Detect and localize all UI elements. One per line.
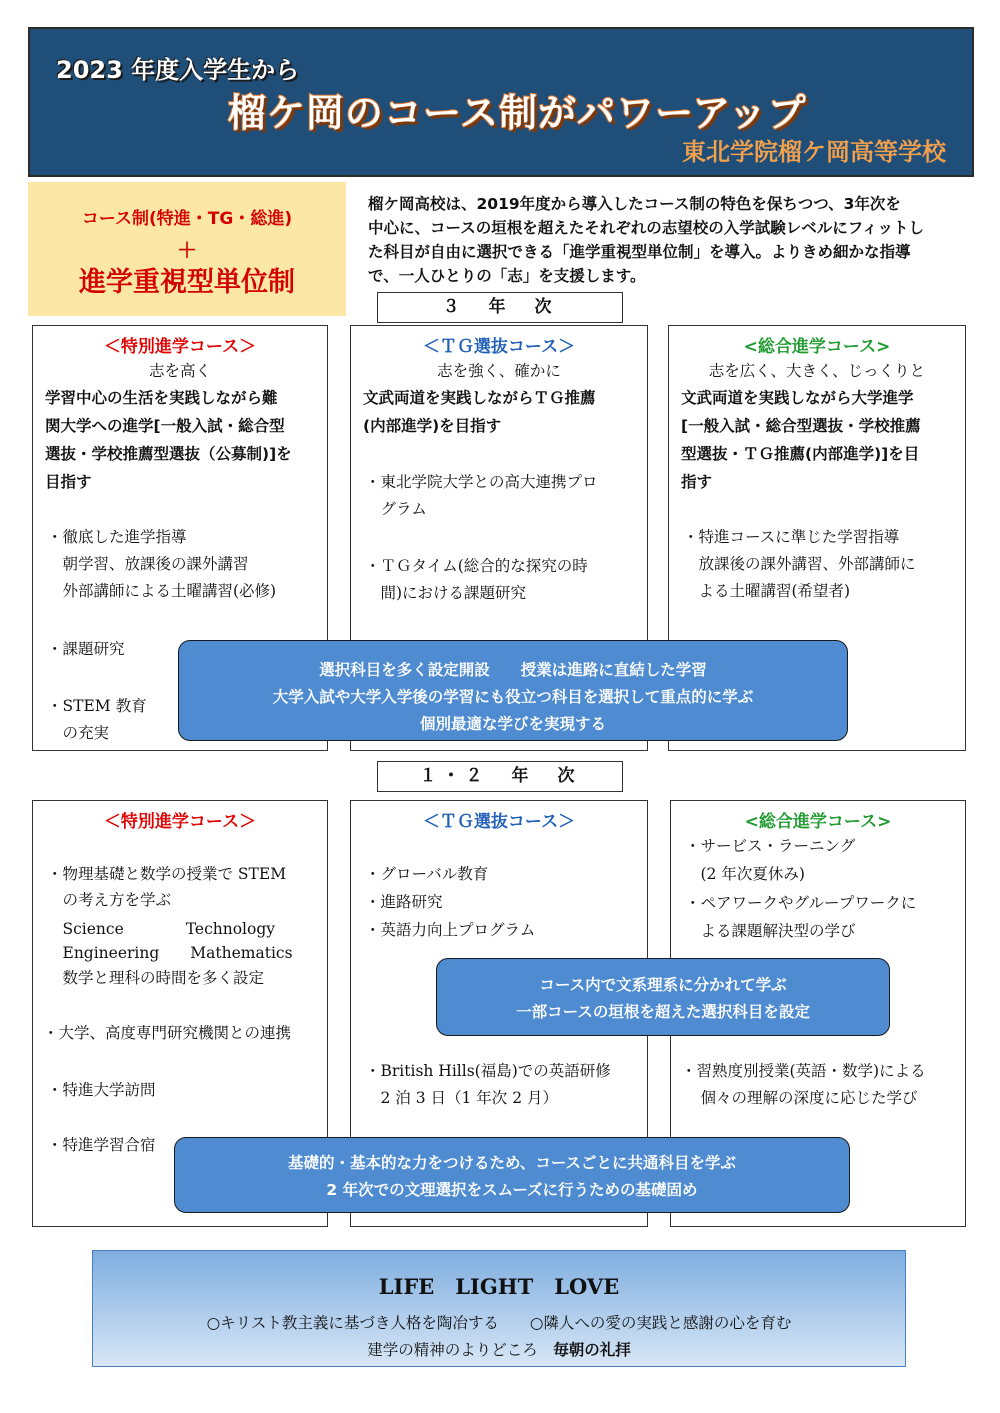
column-title: <総合進学コース> bbox=[744, 812, 892, 832]
header-year-line: 2023 年度入学生から bbox=[56, 56, 300, 84]
header-title: 榴ケ岡のコース制がパワーアップ bbox=[228, 91, 807, 135]
list-item: 朝学習、放課後の課外講習 bbox=[47, 555, 249, 573]
list-item: 個々の理解の深度に応じた学び bbox=[685, 1089, 918, 1107]
goal-line: 学習中心の生活を実践しながら難 bbox=[45, 389, 278, 407]
list-item: 2 泊 3 日（1 年次 2 月） bbox=[365, 1089, 559, 1107]
list-item: 間)における課題研究 bbox=[365, 584, 527, 602]
column-goal bbox=[45, 384, 319, 496]
list-item: ・British Hills(福島)での英語研修 bbox=[365, 1062, 611, 1080]
banner-line: 一部コースの垣根を超えた選択科目を設定 bbox=[516, 1003, 810, 1021]
list-item: ・特進大学訪問 bbox=[47, 1081, 156, 1099]
list-item: ・英語力向上プログラム bbox=[365, 921, 536, 939]
list-item: ・進路研究 bbox=[365, 893, 443, 911]
goal-line: 目指す bbox=[45, 473, 92, 491]
list-item: ・特進コースに準じた学習指導 bbox=[683, 528, 900, 546]
goal-line: 指す bbox=[681, 473, 713, 491]
column-goal bbox=[681, 384, 955, 496]
banner-line: 基礎的・基本的な力をつけるため、コースごとに共通科目を学ぶ bbox=[287, 1154, 737, 1172]
list-item: ・大学、高度専門研究機関との連携 bbox=[43, 1024, 292, 1042]
column-motto: 志を広く、大きく、じっくりと bbox=[708, 362, 926, 380]
column-title: <総合進学コース> bbox=[743, 337, 891, 357]
column-title: ＜特別進学コース＞ bbox=[103, 812, 257, 832]
list-item: ・STEM 教育 bbox=[47, 697, 147, 715]
year3-label: ３ 年 次 bbox=[377, 292, 623, 323]
list-item: の充実 bbox=[47, 724, 110, 742]
list-item: ・ペアワークやグループワークに bbox=[685, 894, 917, 912]
course-system-box bbox=[28, 182, 346, 316]
column-title: ＜ＴＧ選抜コース＞ bbox=[422, 337, 576, 357]
year12-common-subjects-banner bbox=[174, 1137, 850, 1213]
list-item: 数学と理科の時間を多く設定 bbox=[47, 969, 265, 987]
goal-line: 文武両道を実践しながらＴＧ推薦 bbox=[363, 389, 596, 407]
goal-line: [一般入試・総合型選抜・学校推薦 bbox=[681, 417, 921, 435]
list-item: ・徹底した進学指導 bbox=[47, 528, 187, 546]
banner-line: 選択科目を多く設定開設 授業は進路に直結した学習 bbox=[319, 661, 707, 679]
footer-line-2 bbox=[93, 1338, 905, 1360]
list-item: Science Technology bbox=[47, 920, 276, 938]
intro-text bbox=[368, 192, 966, 288]
list-item: 外部講師による土曜講習(必修) bbox=[47, 582, 277, 600]
column-motto: 志を強く、確かに bbox=[437, 362, 561, 380]
list-item: ・グローバル教育 bbox=[365, 865, 489, 883]
footer-title: LIFE LIGHT LOVE bbox=[378, 1274, 620, 1299]
system-line-3: 進学重視型単位制 bbox=[79, 267, 295, 298]
list-item: ・サービス・ラーニング bbox=[685, 837, 856, 855]
motto-footer bbox=[92, 1250, 906, 1367]
list-item: ・特進学習合宿 bbox=[47, 1136, 156, 1154]
column-title: ＜ＴＧ選抜コース＞ bbox=[422, 812, 576, 832]
list-item: Engineering Mathematics bbox=[47, 944, 293, 962]
banner-line: 個別最適な学びを実現する bbox=[419, 715, 606, 733]
list-item: ・物理基礎と数学の授業で STEM bbox=[47, 865, 287, 883]
list-item: グラム bbox=[365, 500, 427, 518]
banner-line: 2 年次での文理選択をスムーズに行うための基礎固め bbox=[326, 1181, 698, 1199]
intro-line: 榴ケ岡高校は、2019年度から導入したコース制の特色を保ちつつ、3年次を bbox=[368, 195, 901, 213]
list-item: ・課題研究 bbox=[47, 640, 125, 658]
list-item: ・習熟度別授業(英語・数学)による bbox=[681, 1062, 926, 1080]
intro-line: 中心に、コースの垣根を超えたそれぞれの志望校の入学試験レベルにフィットし bbox=[368, 219, 924, 237]
footer-line-2-text: 建学の精神のよりどころ bbox=[367, 1341, 554, 1359]
year12-humanities-science-banner bbox=[436, 958, 890, 1036]
footer-line-2-emphasis: 毎朝の礼拝 bbox=[553, 1341, 631, 1359]
intro-line: で、一人ひとりの「志」を支援します。 bbox=[368, 267, 646, 285]
column-motto: 志を高く bbox=[148, 362, 211, 380]
system-line-plus: ＋ bbox=[177, 238, 197, 262]
list-item: (2 年次夏休み) bbox=[685, 865, 805, 883]
list-item: ・東北学院大学との高大連携プロ bbox=[365, 473, 598, 491]
list-item: ・ＴＧタイム(総合的な探究の時 bbox=[365, 557, 588, 575]
intro-line: た科目が自由に選択できる「進学重視型単位制」を導入。よりきめ細かな指導 bbox=[368, 243, 911, 261]
list-item: の考え方を学ぶ bbox=[47, 891, 172, 909]
column-title: ＜特別進学コース＞ bbox=[103, 337, 257, 357]
system-line-1: コース制(特進・TG・総進) bbox=[81, 209, 293, 229]
list-item: よる課題解決型の学び bbox=[685, 922, 856, 940]
goal-line: (内部進学)を目指す bbox=[363, 417, 502, 435]
banner-line: 大学入試や大学入学後の学習にも役立つ科目を選択して重点的に学ぶ bbox=[272, 688, 754, 706]
goal-line: 文武両道を実践しながら大学進学 bbox=[681, 389, 914, 407]
year3-elective-banner bbox=[178, 640, 848, 741]
column-goal bbox=[363, 384, 637, 440]
school-name: 東北学院榴ケ岡高等学校 bbox=[682, 138, 946, 166]
year12-label: １・２ 年 次 bbox=[377, 761, 623, 792]
goal-line: 型選抜・ＴＧ推薦(内部進学)]を目 bbox=[681, 445, 920, 463]
goal-line: 選抜・学校推薦型選抜（公募制)]を bbox=[45, 445, 292, 463]
goal-line: 関大学への進学[一般入試・総合型 bbox=[45, 417, 285, 435]
footer-line-1: ○キリスト教主義に基づき人格を陶冶する ○隣人への愛の実践と感謝の心を育む bbox=[206, 1314, 792, 1332]
banner-line: コース内で文系理系に分かれて学ぶ bbox=[539, 976, 787, 994]
list-item: よる土曜講習(希望者) bbox=[683, 582, 851, 600]
list-item: 放課後の課外講習、外部講師に bbox=[683, 555, 916, 573]
